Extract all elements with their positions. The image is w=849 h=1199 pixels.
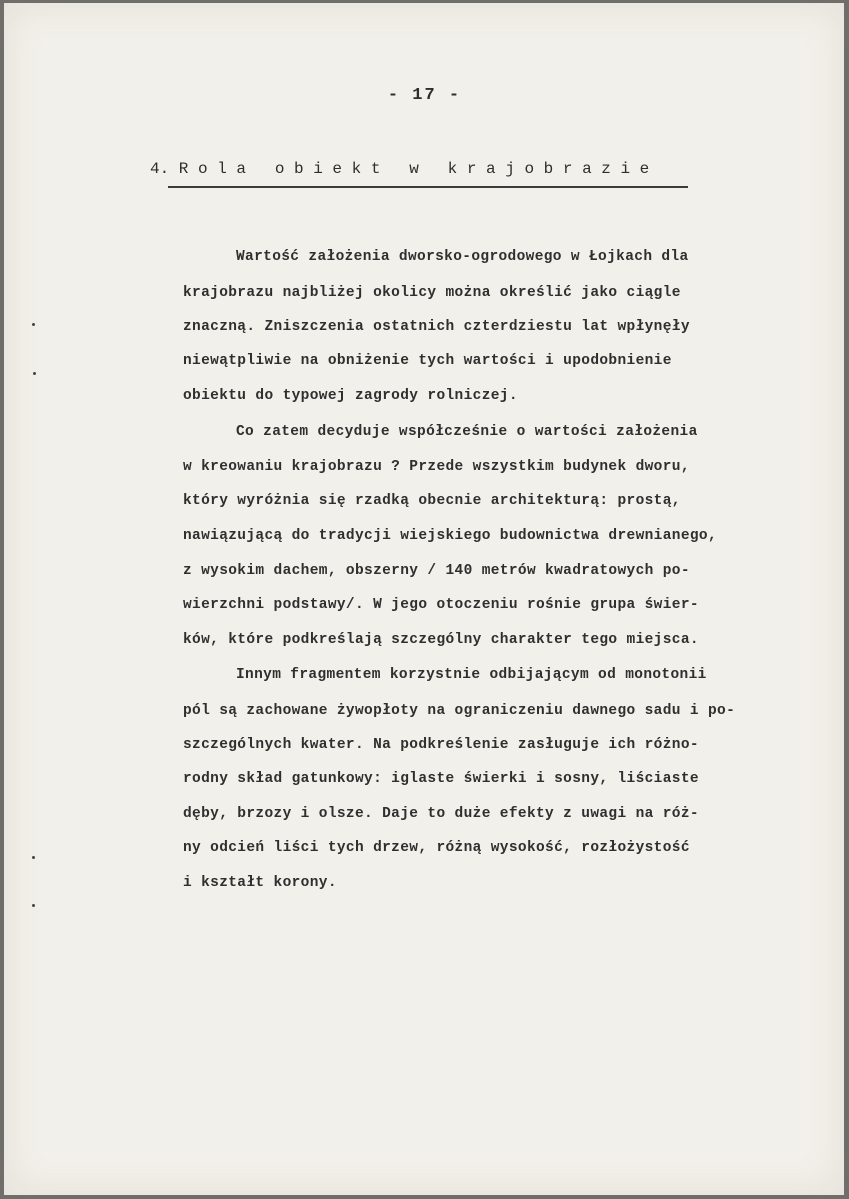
margin-dot (33, 372, 36, 375)
text-line: rodny skład gatunkowy: iglaste świerki i sosny, liściaste (183, 771, 699, 787)
heading-underline (168, 186, 688, 188)
text-line: z wysokim dachem, obszerny / 140 metrów kwadratowych po- (183, 563, 690, 579)
text-line: dęby, brzozy i olsze. Daje to duże efekty z uwagi na róż- (183, 806, 699, 822)
text-line: Co zatem decyduje współcześnie o wartości założenia (236, 424, 698, 440)
text-line: Wartość założenia dworsko-ogrodowego w Łojkach dla (236, 249, 689, 265)
text-line: znaczną. Zniszczenia ostatnich czterdziestu lat wpłynęły (183, 319, 690, 335)
page-number: - 17 - (387, 86, 462, 105)
margin-dot (32, 323, 35, 326)
text-line: ny odcień liści tych drzew, różną wysokość, rozłożystość (183, 840, 690, 856)
text-line: szczególnych kwater. Na podkreślenie zasługuje ich różno- (183, 737, 699, 753)
text-line: niewątpliwie na obniżenie tych wartości i upodobnienie (183, 353, 672, 369)
text-line: obiektu do typowej zagrody rolniczej. (183, 388, 518, 404)
text-line: nawiązującą do tradycji wiejskiego budownictwa drewnianego, (183, 528, 718, 544)
text-line: Innym fragmentem korzystnie odbijającym od monotonii (236, 667, 707, 683)
text-line: i kształt korony. (183, 875, 337, 891)
text-line: który wyróżnia się rzadką obecnie architekturą: prostą, (183, 493, 681, 509)
text-line: wierzchni podstawy/. W jego otoczeniu rośnie grupa świer- (183, 597, 699, 613)
text-line: pól są zachowane żywopłoty na ograniczeniu dawnego sadu i po- (183, 703, 736, 719)
section-heading: 4. R o l a o b i e k t w k r a j o b r a z i e (150, 160, 650, 178)
margin-dot (32, 904, 35, 907)
text-line: w kreowaniu krajobrazu ? Przede wszystkim budynek dworu, (183, 459, 690, 475)
text-line: ków, które podkreślają szczególny charakter tego miejsca. (183, 632, 699, 648)
margin-dot (32, 856, 35, 859)
text-line: krajobrazu najbliżej okolicy można określić jako ciągle (183, 285, 681, 301)
